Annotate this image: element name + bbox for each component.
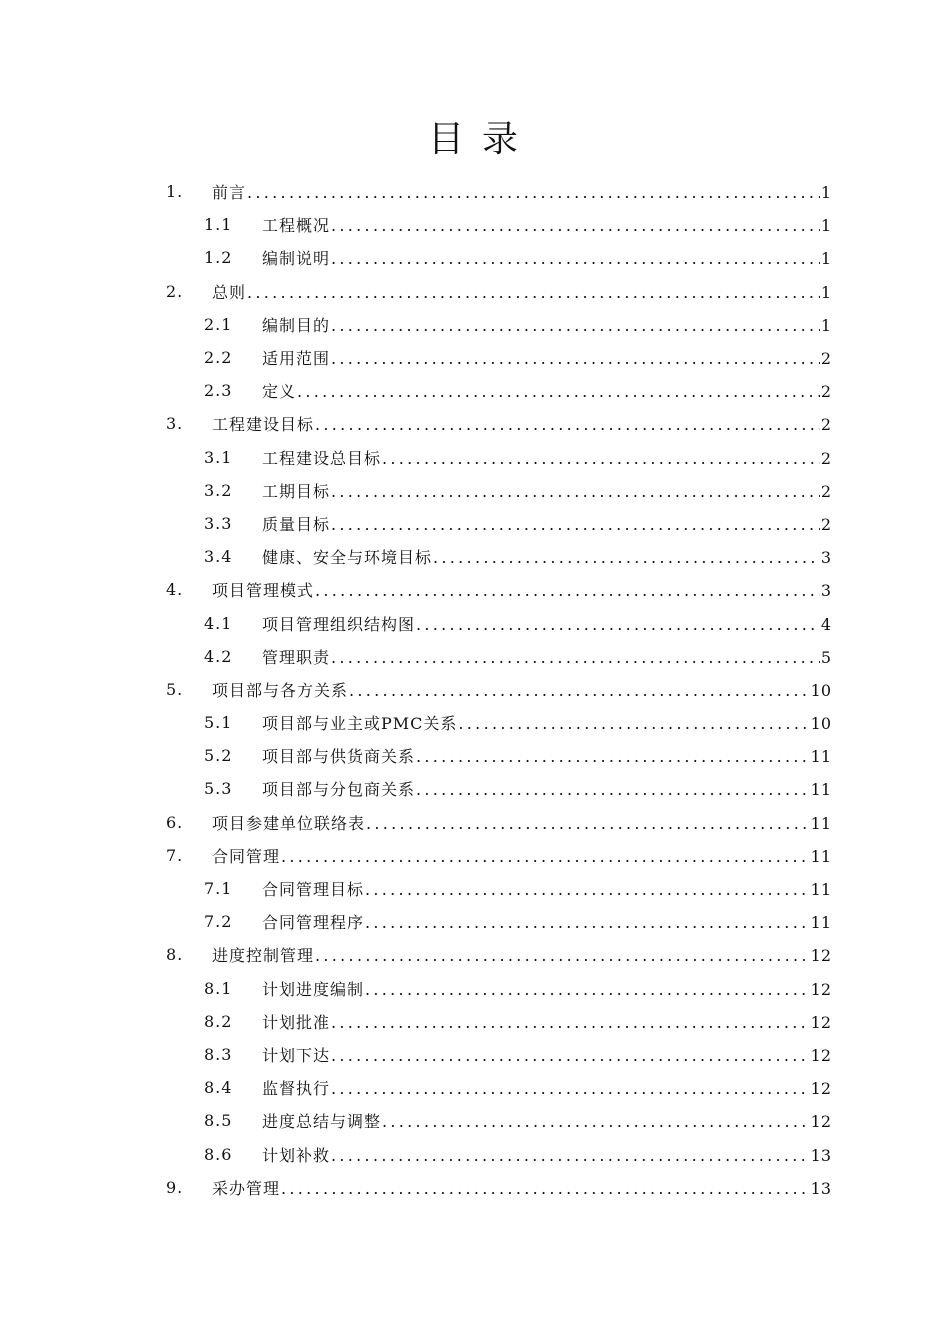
- toc-entry-body: [262, 1076, 831, 1099]
- toc-section-entry[interactable]: [0, 839, 950, 872]
- toc-entry-body: [262, 1109, 831, 1132]
- toc-entry-label: 前言: [212, 183, 247, 203]
- toc-entry-body: [262, 213, 831, 236]
- toc-entry-body: [262, 977, 831, 1000]
- toc-page-number: 1: [820, 315, 831, 335]
- toc-entry-label: 项目部与供货商关系: [262, 747, 416, 767]
- toc-entry-body: [262, 379, 831, 402]
- table-of-contents: [0, 175, 950, 1204]
- toc-page-number: 2: [820, 481, 831, 501]
- toc-page-number: 13: [810, 1178, 831, 1198]
- toc-entry-label: 项目管理组织结构图: [262, 614, 416, 634]
- toc-entry-body: [262, 645, 831, 668]
- toc-dot-leader: [247, 283, 820, 302]
- toc-entry-body: [212, 180, 831, 203]
- toc-entry-body: [212, 678, 831, 701]
- toc-page-number: 2: [820, 382, 831, 402]
- toc-entry-label: 项目部与各方关系: [212, 680, 349, 700]
- toc-entry-number: 3.: [166, 414, 184, 434]
- toc-page-number: 10: [810, 680, 831, 700]
- toc-subsection-entry[interactable]: [0, 241, 950, 274]
- toc-entry-body: [262, 1010, 831, 1033]
- toc-subsection-entry[interactable]: [0, 540, 950, 573]
- toc-dot-leader: [349, 681, 810, 700]
- toc-entry-body: [262, 246, 831, 269]
- toc-entry-body: [262, 777, 831, 800]
- toc-page-number: 13: [810, 1145, 831, 1165]
- toc-entry-number: 2.: [166, 281, 184, 301]
- toc-section-entry[interactable]: [0, 938, 950, 971]
- toc-entry-label: 合同管理程序: [262, 913, 365, 933]
- toc-entry-label: 总则: [212, 282, 247, 302]
- toc-entry-number: 2.2: [204, 348, 233, 368]
- toc-page-number: 12: [810, 979, 831, 999]
- toc-entry-body: [212, 280, 831, 303]
- toc-subsection-entry[interactable]: [0, 1005, 950, 1038]
- toc-dot-leader: [331, 216, 820, 235]
- toc-dot-leader: [331, 349, 820, 368]
- toc-subsection-entry[interactable]: [0, 905, 950, 938]
- toc-entry-number: 5.3: [204, 779, 233, 799]
- toc-entry-label: 计划下达: [262, 1045, 331, 1065]
- toc-dot-leader: [281, 1179, 810, 1198]
- toc-subsection-entry[interactable]: [0, 1104, 950, 1137]
- toc-dot-leader: [331, 482, 820, 501]
- toc-dot-leader: [365, 913, 810, 932]
- toc-entry-label: 项目参建单位联络表: [212, 813, 366, 833]
- toc-dot-leader: [331, 1046, 810, 1065]
- toc-entry-body: [212, 943, 831, 966]
- toc-subsection-entry[interactable]: [0, 441, 950, 474]
- toc-entry-body: [262, 346, 831, 369]
- toc-dot-leader: [331, 1013, 810, 1032]
- toc-entry-number: 8.5: [204, 1111, 233, 1131]
- toc-subsection-entry[interactable]: [0, 972, 950, 1005]
- toc-entry-number: 2.1: [204, 314, 233, 334]
- toc-entry-body: [262, 512, 831, 535]
- toc-entry-number: 9.: [166, 1177, 184, 1197]
- toc-entry-label: 合同管理目标: [262, 880, 365, 900]
- toc-subsection-entry[interactable]: [0, 1137, 950, 1170]
- toc-page-number: 2: [820, 415, 831, 435]
- toc-entry-number: 8.: [166, 945, 184, 965]
- toc-entry-number: 4.: [166, 580, 184, 600]
- toc-subsection-entry[interactable]: [0, 308, 950, 341]
- toc-dot-leader: [433, 548, 820, 567]
- toc-page-number: 1: [820, 249, 831, 269]
- toc-subsection-entry[interactable]: [0, 341, 950, 374]
- toc-page-number: 12: [810, 1012, 831, 1032]
- toc-dot-leader: [331, 316, 820, 335]
- toc-entry-label: 监督执行: [262, 1079, 331, 1099]
- toc-section-entry[interactable]: [0, 275, 950, 308]
- toc-dot-leader: [365, 880, 810, 899]
- toc-page-number: 2: [820, 349, 831, 369]
- toc-page-number: 2: [820, 448, 831, 468]
- toc-entry-label: 项目部与分包商关系: [262, 780, 416, 800]
- toc-subsection-entry[interactable]: [0, 1071, 950, 1104]
- toc-entry-number: 5.2: [204, 746, 233, 766]
- toc-entry-label: 管理职责: [262, 647, 331, 667]
- toc-dot-leader: [315, 581, 820, 600]
- toc-entry-number: 4.2: [204, 646, 233, 666]
- toc-entry-label: 计划补救: [262, 1145, 331, 1165]
- toc-page-number: 1: [820, 282, 831, 302]
- toc-entry-body: [212, 811, 831, 834]
- toc-entry-label: 编制说明: [262, 249, 331, 269]
- toc-subsection-entry[interactable]: [0, 1038, 950, 1071]
- toc-section-entry[interactable]: [0, 806, 950, 839]
- toc-entry-label: 编制目的: [262, 315, 331, 335]
- toc-entry-label: 工程建设总目标: [262, 448, 382, 468]
- toc-entry-number: 5.1: [204, 713, 233, 733]
- toc-page-number: 11: [810, 780, 831, 800]
- toc-subsection-entry[interactable]: [0, 872, 950, 905]
- toc-dot-leader: [331, 1079, 810, 1098]
- toc-page-number: 11: [810, 747, 831, 767]
- toc-entry-body: [262, 744, 831, 767]
- toc-dot-leader: [281, 847, 810, 866]
- toc-page-number: 12: [810, 1045, 831, 1065]
- toc-entry-body: [262, 910, 831, 933]
- toc-section-entry[interactable]: [0, 573, 950, 606]
- toc-dot-leader: [416, 747, 810, 766]
- toc-subsection-entry[interactable]: [0, 706, 950, 739]
- toc-dot-leader: [458, 714, 809, 733]
- toc-dot-leader: [365, 980, 810, 999]
- toc-entry-number: 7.: [166, 845, 184, 865]
- toc-subsection-entry[interactable]: [0, 606, 950, 639]
- toc-entry-number: 1.1: [204, 215, 233, 235]
- toc-subsection-entry[interactable]: [0, 474, 950, 507]
- toc-section-entry[interactable]: [0, 1171, 950, 1204]
- toc-dot-leader: [315, 946, 810, 965]
- toc-page-number: 11: [810, 880, 831, 900]
- toc-page-number: 11: [810, 846, 831, 866]
- toc-entry-body: [262, 1043, 831, 1066]
- toc-subsection-entry[interactable]: [0, 772, 950, 805]
- toc-entry-label: 项目管理模式: [212, 581, 315, 601]
- toc-entry-number: 3.3: [204, 513, 233, 533]
- toc-dot-leader: [416, 780, 810, 799]
- toc-entry-body: [262, 877, 831, 900]
- toc-entry-number: 1.2: [204, 248, 233, 268]
- toc-entry-label: 适用范围: [262, 349, 331, 369]
- toc-entry-label: 工程概况: [262, 216, 331, 236]
- toc-entry-body: [262, 612, 831, 635]
- toc-page-number: 12: [810, 1079, 831, 1099]
- toc-entry-label: 项目部与业主或PMC关系: [262, 714, 458, 734]
- toc-entry-label: 质量目标: [262, 514, 331, 534]
- toc-section-entry[interactable]: [0, 175, 950, 208]
- toc-page-number: 3: [820, 581, 831, 601]
- toc-entry-body: [212, 1176, 831, 1199]
- toc-entry-body: [262, 1143, 831, 1166]
- toc-entry-label: 进度总结与调整: [262, 1112, 382, 1132]
- toc-page-number: 1: [820, 216, 831, 236]
- toc-entry-number: 4.1: [204, 613, 233, 633]
- toc-entry-label: 工期目标: [262, 481, 331, 501]
- toc-entry-number: 7.1: [204, 879, 233, 899]
- toc-entry-label: 采办管理: [212, 1178, 281, 1198]
- toc-entry-label: 合同管理: [212, 846, 281, 866]
- toc-entry-body: [262, 446, 831, 469]
- page-title: 目录: [427, 119, 536, 160]
- toc-entry-body: [262, 545, 831, 568]
- toc-page-number: 3: [820, 548, 831, 568]
- toc-entry-body: [262, 479, 831, 502]
- toc-dot-leader: [315, 415, 820, 434]
- toc-entry-body: [212, 412, 831, 435]
- toc-entry-label: 健康、安全与环境目标: [262, 548, 433, 568]
- toc-entry-number: 1.: [166, 182, 184, 202]
- toc-entry-number: 8.3: [204, 1044, 233, 1064]
- toc-dot-leader: [247, 183, 820, 202]
- toc-page-number: 1: [820, 183, 831, 203]
- toc-dot-leader: [416, 615, 820, 634]
- toc-entry-number: 3.4: [204, 547, 233, 567]
- toc-page-number: 5: [820, 647, 831, 667]
- toc-dot-leader: [297, 382, 820, 401]
- toc-dot-leader: [331, 249, 820, 268]
- toc-entry-body: [262, 313, 831, 336]
- toc-entry-label: 定义: [262, 382, 297, 402]
- toc-entry-number: 6.: [166, 812, 184, 832]
- toc-entry-body: [212, 844, 831, 867]
- toc-entry-number: 8.1: [204, 978, 233, 998]
- toc-page-number: 11: [810, 913, 831, 933]
- toc-page-number: 12: [810, 946, 831, 966]
- toc-subsection-entry[interactable]: [0, 739, 950, 772]
- toc-entry-label: 计划批准: [262, 1012, 331, 1032]
- toc-entry-number: 8.2: [204, 1011, 233, 1031]
- toc-dot-leader: [331, 515, 820, 534]
- toc-section-entry[interactable]: [0, 407, 950, 440]
- toc-page-number: 11: [810, 813, 831, 833]
- toc-subsection-entry[interactable]: [0, 374, 950, 407]
- toc-page-number: 12: [810, 1112, 831, 1132]
- toc-subsection-entry[interactable]: [0, 640, 950, 673]
- toc-dot-leader: [331, 1146, 810, 1165]
- toc-page-number: 2: [820, 514, 831, 534]
- toc-entry-number: 2.3: [204, 381, 233, 401]
- toc-subsection-entry[interactable]: [0, 208, 950, 241]
- toc-entry-body: [262, 711, 831, 734]
- toc-entry-label: 进度控制管理: [212, 946, 315, 966]
- toc-dot-leader: [382, 449, 820, 468]
- toc-entry-number: 8.6: [204, 1144, 233, 1164]
- toc-entry-number: 5.: [166, 679, 184, 699]
- toc-entry-number: 7.2: [204, 912, 233, 932]
- toc-dot-leader: [366, 814, 810, 833]
- toc-dot-leader: [331, 648, 820, 667]
- toc-dot-leader: [382, 1112, 810, 1131]
- toc-entry-number: 8.4: [204, 1078, 233, 1098]
- toc-entry-number: 3.2: [204, 480, 233, 500]
- toc-entry-number: 3.1: [204, 447, 233, 467]
- toc-entry-label: 工程建设目标: [212, 415, 315, 435]
- toc-page-number: 4: [820, 614, 831, 634]
- toc-section-entry[interactable]: [0, 673, 950, 706]
- toc-page-number: 10: [810, 714, 831, 734]
- toc-subsection-entry[interactable]: [0, 507, 950, 540]
- toc-entry-body: [212, 578, 831, 601]
- toc-entry-label: 计划进度编制: [262, 979, 365, 999]
